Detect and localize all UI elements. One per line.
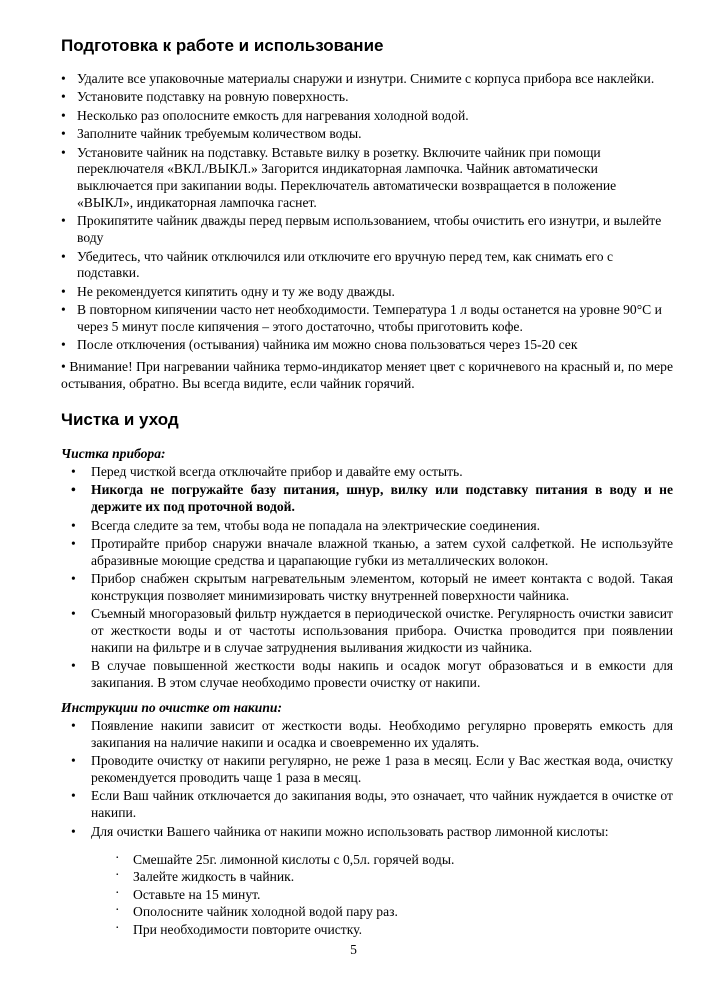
list-item: • Прибор снабжен скрытым нагревательным элементом, который не имеет контакта с водой. Такая конструкция позволяет минимизировать чистку внутренней поверхности чайника. [71, 571, 673, 603]
list-item: • В повторном кипячении часто нет необходимости. Температура 1 л воды останется на уровне 90°С и через 5 минут после кипячения – этого достаточно, чтобы приготовить кофе. [61, 302, 662, 334]
list-item: • Для очистки Вашего чайника от накипи можно использовать раствор лимонной кислоты: [71, 823, 609, 839]
bullet-icon: • [71, 464, 76, 479]
list-item: • Перед чисткой всегда отключайте прибор и давайте ему остыть. [71, 464, 463, 479]
list-item: • Всегда следите за тем, чтобы вода не попадала на электрические соединения. [71, 517, 541, 533]
bullet-icon: • [71, 517, 76, 533]
dot-bullet-icon: · [115, 884, 120, 900]
bullet-icon: • [61, 248, 66, 264]
list-item: • Протирайте прибор снаружи вначале влажной тканью, а затем сухой салфеткой. Не используйте абразивные моющие средства и царапающие губки из металлических волокон. [71, 535, 673, 568]
cleaning-list [61, 464, 673, 694]
descaling-list [61, 718, 673, 842]
list-item: · Ополосните чайник холодной водой пару раз. [115, 902, 398, 920]
bullet-icon: • [61, 107, 66, 123]
bullet-icon: • [61, 283, 66, 299]
bullet-icon: • [61, 126, 66, 142]
bullet-icon: • [61, 144, 66, 160]
list-item: · При необходимости повторите очистку. [115, 919, 362, 937]
bullet-icon: • [71, 718, 76, 733]
page-number: 5 [350, 942, 357, 957]
list-item: • Прокипятите чайник дважды перед первым использованием, чтобы очистить его изнутри, и вылейте воду [61, 213, 662, 246]
dot-bullet-icon: · [115, 850, 120, 865]
list-item: · Смешайте 25г. лимонной кислоты с 0,5л. горячей воды. [115, 850, 455, 867]
list-item: • Съемный многоразовый фильтр нуждается в периодической очистке. Регулярность очистки зависит от жесткости воды и от частоты использования прибора. Очистка проводится при появлении накипи на фильтре и в случае затруднения выливания жидкости из чайника. [71, 606, 673, 655]
bullet-icon: • [61, 89, 66, 105]
bullet-icon: • [71, 535, 76, 551]
bullet-icon: • [71, 658, 76, 674]
section-title-preparation: Подготовка к работе и использование [61, 36, 384, 55]
subtitle-cleaning: Чистка прибора: [61, 446, 166, 461]
list-item: • Появление накипи зависит от жесткости воды. Необходимо регулярно проверять емкость для закипания на наличие накипи и осадка и своевременно их удалять. [71, 718, 673, 750]
dot-bullet-icon: · [115, 919, 120, 935]
list-item: • Удалите все упаковочные материалы снаружи и изнутри. Снимите с корпуса прибора все наклейки. [61, 71, 655, 86]
list-item: · Оставьте на 15 минут. [115, 884, 261, 902]
bullet-icon: • [61, 302, 66, 318]
section-title-cleaning: Чистка и уход [61, 410, 179, 429]
bullet-icon: • [61, 71, 66, 86]
list-item: • После отключения (остывания) чайника им можно снова пользоваться через 15-20 сек [61, 337, 578, 353]
list-item: • Установите чайник на подставку. Вставьте вилку в розетку. Включите чайник при помощи переключателя «ВКЛ./ВЫКЛ.» Загорится индикаторная лампочка. Чайник автоматически выключается при закипании воды. Переключатель автоматически возвращается в положение «ВЫКЛ», индикаторная лампочка гаснет. [61, 144, 617, 210]
list-item: • Несколько раз ополосните емкость для нагревания холодной водой. [61, 107, 469, 123]
list-item: • Никогда не погружайте базу питания, шнур, вилку или подставку питания в воду и не держите их под проточной водой. [71, 482, 673, 515]
list-item: · Залейте жидкость в чайник. [115, 867, 295, 885]
dot-bullet-icon: · [115, 902, 120, 918]
list-item: • Убедитесь, что чайник отключился или отключите его вручную перед тем, как снимать его с подставки. [61, 248, 614, 281]
subtitle-descaling: Инструкции по очистке от накипи: [61, 700, 282, 715]
bullet-icon: • [71, 823, 76, 839]
list-item: • Установите подставку на ровную поверхность. [61, 89, 349, 105]
dot-bullet-icon: · [115, 867, 120, 883]
bullet-icon: • [71, 482, 76, 498]
bullet-icon: • [71, 606, 76, 622]
list-item: • Заполните чайник требуемым количеством воды. [61, 126, 362, 142]
list-item: • Если Ваш чайник отключается до закипания воды, это означает, что чайник нуждается в очистке от накипи. [71, 788, 673, 821]
thermo-indicator-note: • Внимание! При нагревании чайника термо-индикатор меняет цвет с коричневого на красный и, по мере остывания, обратно. Вы всегда видите, если чайник горячий. [61, 359, 673, 391]
preparation-list [61, 71, 673, 356]
bullet-icon: • [61, 337, 66, 353]
bullet-icon: • [71, 753, 76, 769]
list-item: • Не рекомендуется кипятить одну и ту же воду дважды. [61, 283, 395, 299]
descaling-steps-list [61, 852, 661, 939]
bullet-icon: • [71, 571, 76, 587]
list-item: • В случае повышенной жесткости воды накипь и осадок могут образоваться и в емкости для закипания. В этом случае необходимо провести очистку от накипи. [71, 658, 673, 691]
list-item: • Проводите очистку от накипи регулярно, не реже 1 раза в месяц. Если у Вас жесткая вода, очистку рекомендуется проводить чаще 1 раза в месяц. [71, 753, 673, 785]
bullet-icon: • [61, 213, 66, 229]
bullet-icon: • [71, 788, 76, 804]
